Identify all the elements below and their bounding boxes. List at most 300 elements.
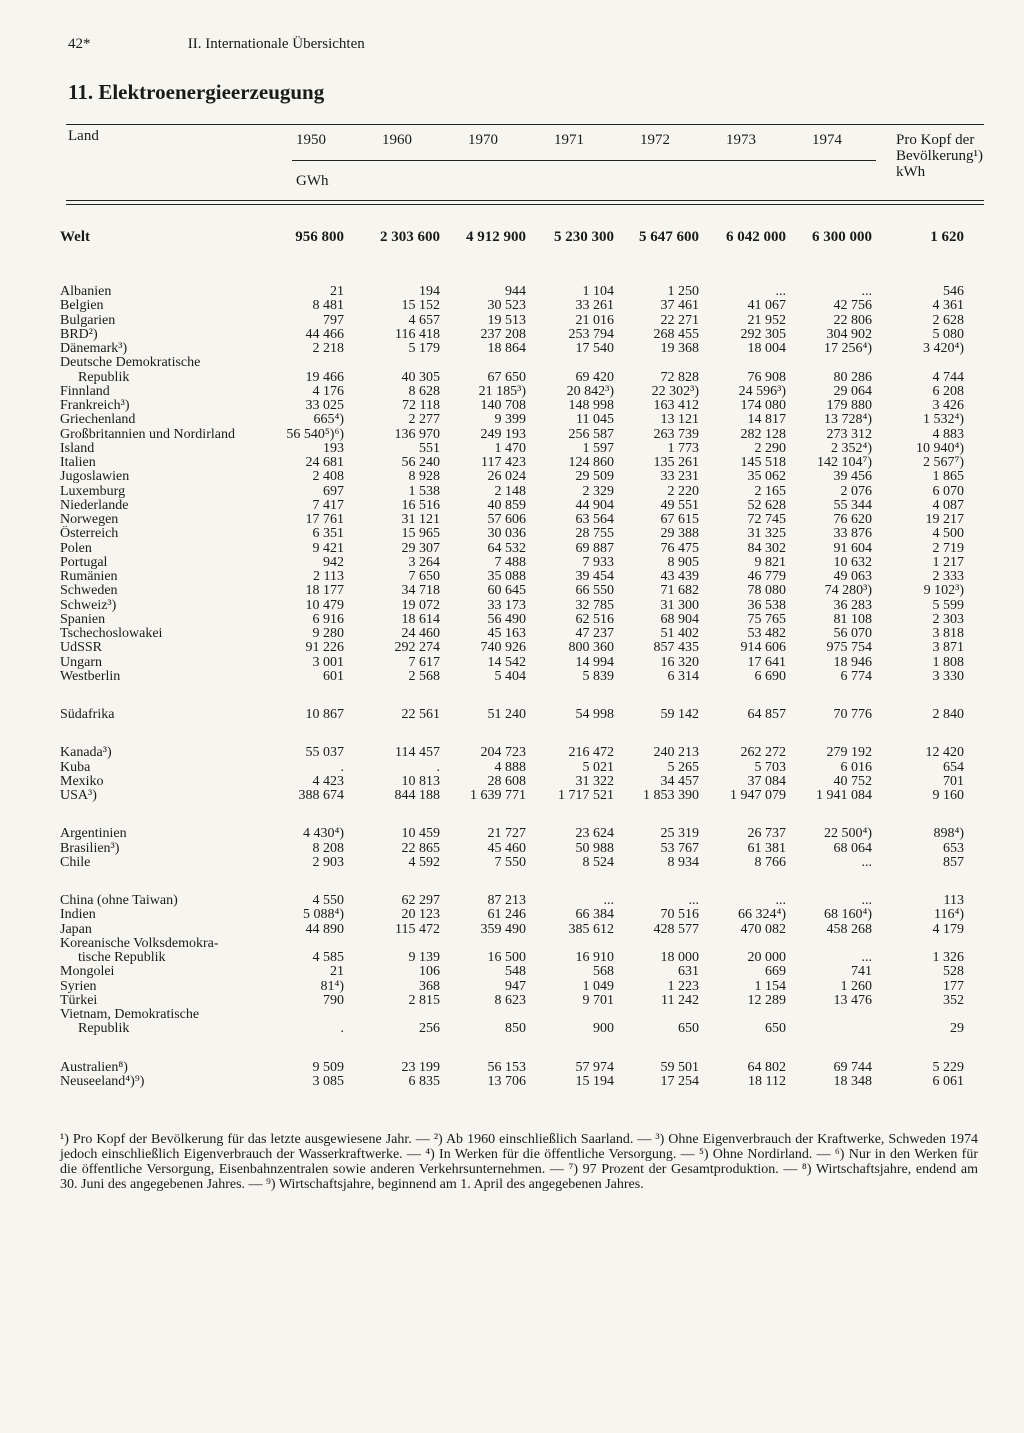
column-header-per-capita: Pro Kopf der Bevölkerung¹) kWh bbox=[896, 132, 983, 180]
per-capita-value: 1 865 bbox=[932, 469, 964, 485]
gwh-value-1960: 368 bbox=[419, 978, 440, 994]
gwh-value-1950: 5 088⁴) bbox=[302, 907, 344, 923]
country-name: tische Republik bbox=[78, 950, 166, 965]
gwh-value-1970: 944 bbox=[505, 284, 526, 299]
gwh-value-1970: 30 523 bbox=[487, 298, 526, 314]
table-row bbox=[0, 569, 1024, 584]
gwh-value-1950: 3 085 bbox=[312, 1073, 344, 1089]
per-capita-value: 653 bbox=[943, 840, 964, 856]
gwh-value-1973: 64 857 bbox=[747, 707, 786, 722]
header-bottom-rule bbox=[66, 200, 984, 201]
gwh-value-1972: 37 461 bbox=[660, 298, 699, 314]
gwh-value-1960: 2 303 600 bbox=[380, 229, 440, 245]
gwh-value-1972: 631 bbox=[678, 964, 699, 980]
gwh-value-1971: 15 194 bbox=[575, 1073, 614, 1089]
per-capita-value: 12 420 bbox=[925, 745, 964, 761]
gwh-value-1960: 40 305 bbox=[401, 369, 440, 385]
table-row bbox=[0, 979, 1024, 994]
gwh-value-1970: 1 639 771 bbox=[470, 788, 526, 803]
gwh-value-1972: 18 000 bbox=[660, 950, 699, 965]
table-row bbox=[0, 327, 1024, 342]
gwh-value-1971: 8 524 bbox=[582, 854, 614, 870]
per-capita-value: 9 102³) bbox=[923, 583, 964, 599]
country-name: Polen bbox=[60, 540, 92, 556]
table-row bbox=[0, 341, 1024, 356]
table-row bbox=[0, 841, 1024, 856]
gwh-value-1960: 72 118 bbox=[402, 398, 440, 413]
gwh-value-1960: 9 139 bbox=[408, 950, 440, 965]
gwh-value-1972: 268 455 bbox=[653, 326, 699, 342]
per-capita-value: 4 883 bbox=[932, 426, 964, 442]
gwh-value-1971: 5 021 bbox=[582, 759, 614, 775]
gwh-value-1970: 67 650 bbox=[487, 369, 526, 385]
gwh-value-1960: 22 561 bbox=[401, 707, 440, 722]
country-name: Frankreich³) bbox=[60, 398, 130, 413]
gwh-value-1950: 19 466 bbox=[305, 369, 344, 385]
gwh-value-1974: 304 902 bbox=[826, 326, 872, 342]
gwh-value-1972: 16 320 bbox=[660, 654, 699, 670]
gwh-value-1950: 21 bbox=[330, 284, 344, 299]
table-row bbox=[0, 230, 1024, 245]
gwh-value-1950: 601 bbox=[323, 668, 344, 684]
country-name: Portugal bbox=[60, 554, 108, 570]
gwh-value-1974: 80 286 bbox=[833, 369, 872, 385]
per-capita-value: 1 620 bbox=[930, 229, 964, 245]
gwh-value-1972: 11 242 bbox=[661, 992, 699, 1008]
gwh-value-1970: 548 bbox=[505, 964, 526, 980]
gwh-value-1971: 28 755 bbox=[575, 526, 614, 542]
gwh-value-1971: 39 454 bbox=[575, 569, 614, 584]
gwh-value-1974: 69 744 bbox=[833, 1059, 872, 1075]
per-capita-value: 5 229 bbox=[932, 1059, 964, 1075]
country-name: Kanada³) bbox=[60, 745, 112, 761]
gwh-value-1973: ... bbox=[775, 284, 786, 299]
country-name: China (ohne Taiwan) bbox=[60, 893, 178, 908]
gwh-value-1950: 55 037 bbox=[305, 745, 344, 761]
per-capita-value: 4 361 bbox=[932, 298, 964, 314]
gwh-value-1973: 9 821 bbox=[754, 554, 786, 570]
gwh-value-1972: 163 412 bbox=[653, 398, 699, 413]
gwh-value-1970: 5 404 bbox=[494, 668, 526, 684]
country-name: Ungarn bbox=[60, 654, 102, 670]
gwh-value-1971: 69 420 bbox=[575, 369, 614, 385]
country-name: Island bbox=[60, 440, 95, 456]
gwh-value-1970: 28 608 bbox=[487, 773, 526, 789]
gwh-value-1950: 17 761 bbox=[305, 512, 344, 527]
gwh-value-1973: 470 082 bbox=[740, 921, 786, 937]
gwh-value-1972: 67 615 bbox=[660, 512, 699, 527]
gwh-value-1973: 76 908 bbox=[747, 369, 786, 385]
gwh-value-1972: 1 250 bbox=[667, 284, 699, 299]
table-row bbox=[0, 398, 1024, 413]
gwh-value-1950: 790 bbox=[323, 992, 344, 1008]
gwh-value-1971: 2 329 bbox=[582, 483, 614, 499]
table-row bbox=[0, 469, 1024, 484]
table-row bbox=[0, 1074, 1024, 1089]
gwh-value-1950: 9 421 bbox=[312, 540, 344, 556]
country-name: Niederlande bbox=[60, 497, 129, 513]
gwh-value-1971: 50 988 bbox=[575, 840, 614, 856]
table-row bbox=[0, 826, 1024, 841]
per-capita-value: 4 087 bbox=[932, 497, 964, 513]
gwh-value-1950: 4 430⁴) bbox=[302, 826, 344, 842]
gwh-value-1950: 56 540⁵)⁶) bbox=[286, 426, 344, 442]
country-name: Republik bbox=[78, 369, 130, 385]
gwh-value-1970: 60 645 bbox=[487, 583, 526, 599]
gwh-value-1972: 1 773 bbox=[667, 440, 699, 456]
gwh-value-1950: 942 bbox=[323, 554, 344, 570]
country-name: Türkei bbox=[60, 992, 98, 1008]
gwh-value-1973: 37 084 bbox=[747, 773, 786, 789]
gwh-value-1970: 4 912 900 bbox=[466, 229, 526, 245]
country-name: Welt bbox=[60, 230, 90, 245]
country-name: USA³) bbox=[60, 788, 97, 803]
gwh-value-1974: ... bbox=[861, 854, 872, 870]
gwh-value-1960: 551 bbox=[419, 440, 440, 456]
gwh-value-1973: 46 779 bbox=[747, 569, 786, 584]
gwh-value-1970: 249 193 bbox=[480, 426, 526, 442]
table-row bbox=[0, 993, 1024, 1008]
gwh-value-1971: 256 587 bbox=[568, 426, 614, 442]
gwh-value-1970: 4 888 bbox=[494, 759, 526, 775]
table-row bbox=[0, 298, 1024, 313]
gwh-value-1960: 7 617 bbox=[408, 654, 440, 670]
gwh-value-1971: 7 933 bbox=[582, 554, 614, 570]
gwh-value-1960: 844 188 bbox=[394, 788, 440, 803]
table-row bbox=[0, 384, 1024, 399]
gwh-value-1970: 8 623 bbox=[494, 992, 526, 1008]
gwh-value-1974: ... bbox=[861, 284, 872, 299]
gwh-value-1971: 31 322 bbox=[575, 773, 614, 789]
gwh-value-1974: 33 876 bbox=[833, 526, 872, 542]
gwh-value-1972: 6 314 bbox=[667, 668, 699, 684]
unit-rule bbox=[292, 160, 876, 161]
column-header-1974: 1974 bbox=[812, 132, 842, 148]
gwh-value-1970: 16 500 bbox=[487, 950, 526, 965]
gwh-value-1974: 40 752 bbox=[833, 773, 872, 789]
gwh-value-1973: 12 289 bbox=[747, 992, 786, 1008]
gwh-value-1974: 70 776 bbox=[833, 707, 872, 722]
country-name: Finnland bbox=[60, 383, 110, 399]
gwh-value-1972: 650 bbox=[678, 1021, 699, 1037]
per-capita-value: 2 628 bbox=[932, 312, 964, 328]
gwh-value-1970: 850 bbox=[505, 1021, 526, 1037]
gwh-value-1973: 21 952 bbox=[747, 312, 786, 328]
gwh-value-1971: 11 045 bbox=[576, 412, 614, 428]
gwh-value-1970: 64 532 bbox=[487, 540, 526, 556]
gwh-value-1974: 1 260 bbox=[840, 978, 872, 994]
gwh-value-1950: 665⁴) bbox=[313, 412, 344, 428]
gwh-value-1970: 947 bbox=[505, 978, 526, 994]
gwh-value-1971: 1 104 bbox=[582, 284, 614, 299]
gwh-value-1970: 117 423 bbox=[481, 455, 526, 470]
gwh-value-1973: 1 947 079 bbox=[730, 788, 786, 803]
table-row bbox=[0, 774, 1024, 789]
header-bottom-rule-2 bbox=[66, 204, 984, 205]
gwh-value-1970: 56 153 bbox=[487, 1059, 526, 1075]
gwh-value-1973: 6 042 000 bbox=[726, 229, 786, 245]
gwh-value-1974: 10 632 bbox=[833, 554, 872, 570]
gwh-value-1960: 1 538 bbox=[408, 483, 440, 499]
country-name: Albanien bbox=[60, 284, 112, 299]
gwh-value-1972: 76 475 bbox=[660, 540, 699, 556]
column-header-1971: 1971 bbox=[554, 132, 584, 148]
gwh-value-1960: . bbox=[436, 759, 440, 775]
table-row bbox=[0, 907, 1024, 922]
gwh-value-1950: 6 916 bbox=[312, 611, 344, 627]
gwh-value-1974: 18 348 bbox=[833, 1073, 872, 1089]
per-capita-value: 898⁴) bbox=[933, 826, 964, 842]
gwh-value-1972: 22 271 bbox=[660, 312, 699, 328]
table-row bbox=[0, 441, 1024, 456]
gwh-value-1950: 9 280 bbox=[312, 626, 344, 641]
gwh-value-1971: 124 860 bbox=[568, 455, 614, 470]
table-row bbox=[0, 598, 1024, 613]
gwh-value-1972: 8 905 bbox=[667, 554, 699, 570]
per-capita-value: 5 599 bbox=[932, 597, 964, 613]
gwh-value-1971: 568 bbox=[593, 964, 614, 980]
gwh-value-1972: 5 647 600 bbox=[639, 229, 699, 245]
country-name: Südafrika bbox=[60, 707, 115, 722]
gwh-value-1970: 7 488 bbox=[494, 554, 526, 570]
gwh-value-1974: 6 016 bbox=[840, 759, 872, 775]
gwh-value-1972: 17 254 bbox=[660, 1073, 699, 1089]
gwh-value-1973: 41 067 bbox=[747, 298, 786, 314]
gwh-value-1960: 292 274 bbox=[394, 640, 440, 656]
gwh-value-1973: 145 518 bbox=[740, 455, 786, 470]
table-row bbox=[0, 455, 1024, 470]
country-name: Neuseeland⁴)⁹) bbox=[60, 1073, 145, 1089]
per-capita-value: 6 061 bbox=[932, 1073, 964, 1089]
table-row bbox=[0, 760, 1024, 775]
gwh-value-1960: 114 457 bbox=[395, 745, 440, 761]
gwh-value-1972: 857 435 bbox=[653, 640, 699, 656]
table-row bbox=[0, 950, 1024, 965]
gwh-value-1974: 975 754 bbox=[826, 640, 872, 656]
gwh-value-1974: 36 283 bbox=[833, 597, 872, 613]
per-capita-value: 4 744 bbox=[932, 369, 964, 385]
per-capita-value: 654 bbox=[943, 759, 964, 775]
gwh-value-1974: 22 806 bbox=[833, 312, 872, 328]
country-name: Schweden bbox=[60, 583, 118, 599]
gwh-value-1970: 87 213 bbox=[487, 893, 526, 908]
gwh-value-1973: 14 817 bbox=[747, 412, 786, 428]
gwh-value-1960: 20 123 bbox=[401, 907, 440, 923]
gwh-value-1950: 24 681 bbox=[305, 455, 344, 470]
gwh-value-1974: 142 104⁷) bbox=[816, 455, 872, 470]
country-name: Belgien bbox=[60, 298, 104, 314]
gwh-value-1971: 66 550 bbox=[575, 583, 614, 599]
gwh-value-1970: 9 399 bbox=[494, 412, 526, 428]
table-row bbox=[0, 555, 1024, 570]
gwh-value-1960: 56 240 bbox=[401, 455, 440, 470]
gwh-value-1960: 24 460 bbox=[401, 626, 440, 641]
table-row bbox=[0, 284, 1024, 299]
per-capita-value: 1 326 bbox=[932, 950, 964, 965]
table-row bbox=[0, 655, 1024, 670]
gwh-value-1972: 13 121 bbox=[660, 412, 699, 428]
country-name: Jugoslawien bbox=[60, 469, 130, 485]
per-capita-value: 3 420⁴) bbox=[922, 341, 964, 356]
gwh-value-1950: 81⁴) bbox=[320, 978, 344, 994]
gwh-value-1960: 4 592 bbox=[408, 854, 440, 870]
per-capita-value: 4 500 bbox=[932, 526, 964, 542]
country-name: UdSSR bbox=[60, 640, 103, 656]
gwh-value-1972: 51 402 bbox=[660, 626, 699, 641]
gwh-value-1970: 45 460 bbox=[487, 840, 526, 856]
country-name: Rumänien bbox=[60, 569, 118, 584]
gwh-value-1971: 21 016 bbox=[575, 312, 614, 328]
table-row bbox=[0, 1021, 1024, 1036]
gwh-value-1973: 1 154 bbox=[754, 978, 786, 994]
country-name: Schweiz³) bbox=[60, 597, 117, 613]
gwh-value-1974: 13 728⁴) bbox=[823, 412, 872, 428]
table-row bbox=[0, 313, 1024, 328]
country-name: Indien bbox=[60, 907, 96, 923]
gwh-value-1950: 9 509 bbox=[312, 1059, 344, 1075]
gwh-value-1971: 216 472 bbox=[568, 745, 614, 761]
gwh-value-1960: 8 628 bbox=[408, 383, 440, 399]
gwh-value-1973: 174 080 bbox=[740, 398, 786, 413]
gwh-value-1974: 741 bbox=[851, 964, 872, 980]
gwh-value-1970: 18 864 bbox=[487, 341, 526, 356]
country-name: Syrien bbox=[60, 978, 97, 994]
gwh-value-1950: 7 417 bbox=[312, 497, 344, 513]
gwh-value-1971: 57 974 bbox=[575, 1059, 614, 1075]
gwh-value-1972: 25 319 bbox=[660, 826, 699, 842]
per-capita-value: 1 808 bbox=[932, 654, 964, 670]
gwh-value-1974: 17 256⁴) bbox=[823, 341, 872, 356]
gwh-value-1972: 49 551 bbox=[660, 497, 699, 513]
gwh-value-1971: 900 bbox=[593, 1021, 614, 1037]
per-capita-value: 5 080 bbox=[932, 326, 964, 342]
per-capita-value: 116⁴) bbox=[933, 907, 964, 923]
gwh-value-1972: 29 388 bbox=[660, 526, 699, 542]
gwh-value-1972: 1 223 bbox=[667, 978, 699, 994]
table-row bbox=[0, 512, 1024, 527]
gwh-value-1950: 6 351 bbox=[312, 526, 344, 542]
gwh-value-1971: 54 998 bbox=[575, 707, 614, 722]
gwh-value-1950: 8 208 bbox=[312, 840, 344, 856]
gwh-value-1960: 256 bbox=[419, 1021, 440, 1037]
table-row bbox=[0, 964, 1024, 979]
table-top-rule bbox=[66, 124, 984, 125]
gwh-value-1973: 52 628 bbox=[747, 497, 786, 513]
gwh-value-1972: 33 231 bbox=[660, 469, 699, 485]
gwh-value-1972: 263 739 bbox=[653, 426, 699, 442]
per-capita-value: 9 160 bbox=[932, 788, 964, 803]
gwh-value-1960: 10 813 bbox=[401, 773, 440, 789]
per-capita-value: 4 179 bbox=[932, 921, 964, 937]
gwh-value-1971: 69 887 bbox=[575, 540, 614, 556]
gwh-value-1950: 193 bbox=[323, 440, 344, 456]
gwh-value-1972: 70 516 bbox=[660, 907, 699, 923]
country-name: Japan bbox=[60, 921, 92, 937]
gwh-value-1970: 30 036 bbox=[487, 526, 526, 542]
gwh-value-1960: 18 614 bbox=[401, 611, 440, 627]
gwh-value-1960: 3 264 bbox=[408, 554, 440, 570]
gwh-value-1960: 22 865 bbox=[401, 840, 440, 856]
per-capita-value: 701 bbox=[943, 773, 964, 789]
gwh-value-1974: 39 456 bbox=[833, 469, 872, 485]
gwh-value-1971: 33 261 bbox=[575, 298, 614, 314]
gwh-value-1973: 53 482 bbox=[747, 626, 786, 641]
gwh-value-1970: 1 470 bbox=[494, 440, 526, 456]
gwh-value-1971: 5 230 300 bbox=[554, 229, 614, 245]
gwh-value-1973: 75 765 bbox=[747, 611, 786, 627]
gwh-value-1974: 42 756 bbox=[833, 298, 872, 314]
gwh-value-1950: 4 176 bbox=[312, 383, 344, 399]
country-name: Großbritannien und Nordirland bbox=[60, 426, 235, 442]
per-capita-value: 113 bbox=[943, 893, 964, 908]
per-capita-value: 19 217 bbox=[925, 512, 964, 527]
country-name: Mongolei bbox=[60, 964, 115, 980]
gwh-value-1974: 74 280³) bbox=[824, 583, 872, 599]
country-name: Kuba bbox=[60, 759, 91, 775]
gwh-value-1950: 2 218 bbox=[312, 341, 344, 356]
per-capita-value: 3 818 bbox=[932, 626, 964, 641]
gwh-value-1971: 148 998 bbox=[568, 398, 614, 413]
running-header bbox=[68, 36, 978, 53]
gwh-value-1950: 2 408 bbox=[312, 469, 344, 485]
gwh-value-1973: 84 302 bbox=[747, 540, 786, 556]
gwh-value-1970: 56 490 bbox=[487, 611, 526, 627]
gwh-value-1960: 106 bbox=[419, 964, 440, 980]
gwh-value-1972: 59 501 bbox=[660, 1059, 699, 1075]
country-name: Vietnam, Demokratische bbox=[60, 1007, 200, 1022]
table-row bbox=[0, 498, 1024, 513]
gwh-value-1950: 10 867 bbox=[305, 707, 344, 722]
gwh-value-1970: 237 208 bbox=[480, 326, 526, 342]
gwh-value-1971: 17 540 bbox=[575, 341, 614, 356]
gwh-value-1974: 458 268 bbox=[826, 921, 872, 937]
gwh-value-1950: 33 025 bbox=[305, 398, 344, 413]
country-name: Bulgarien bbox=[60, 312, 116, 328]
gwh-value-1960: 194 bbox=[419, 284, 440, 299]
gwh-value-1973: 2 290 bbox=[754, 440, 786, 456]
gwh-value-1973: ... bbox=[775, 893, 786, 908]
gwh-value-1950: 44 890 bbox=[305, 921, 344, 937]
table-row bbox=[0, 1060, 1024, 1075]
gwh-value-1950: 4 585 bbox=[312, 950, 344, 965]
page-title: 11. Elektroenergieerzeugung bbox=[68, 80, 325, 104]
gwh-value-1970: 61 246 bbox=[487, 907, 526, 923]
per-capita-value: 3 330 bbox=[932, 668, 964, 684]
gwh-value-1960: 15 965 bbox=[401, 526, 440, 542]
gwh-value-1972: 19 368 bbox=[660, 341, 699, 356]
gwh-value-1974: 29 064 bbox=[833, 383, 872, 399]
gwh-value-1973: 35 062 bbox=[747, 469, 786, 485]
gwh-value-1970: 26 024 bbox=[487, 469, 526, 485]
gwh-value-1960: 136 970 bbox=[394, 426, 440, 442]
gwh-value-1974: 273 312 bbox=[826, 426, 872, 442]
gwh-value-1974: ... bbox=[861, 950, 872, 965]
gwh-value-1960: 6 835 bbox=[408, 1073, 440, 1089]
country-name: Mexiko bbox=[60, 773, 104, 789]
gwh-value-1960: 2 815 bbox=[408, 992, 440, 1008]
gwh-value-1974: 1 941 084 bbox=[816, 788, 872, 803]
gwh-value-1971: 47 237 bbox=[575, 626, 614, 641]
country-name: Westberlin bbox=[60, 668, 121, 684]
gwh-value-1973: 18 004 bbox=[747, 341, 786, 356]
gwh-value-1970: 359 490 bbox=[480, 921, 526, 937]
footnotes: ¹) Pro Kopf der Bevölkerung für das letzte ausgewiesene Jahr. — ²) Ab 1960 einschließlich Saarland. — ³) Ohne Eigenverbrauch der Kraftwerke, Schweden 1974 jedoch einschließlich Eigenverbrauch der Wasserkraftwerke. — ⁴) In Werken für die öffentliche Versorgung. — ⁵) Ohne Nordirland. — ⁶) Nur in den Werken für die öffentliche Versorgung, Eisenbahnzentralen sowie anderen Verkehrsunternehmen. — ⁷) 97 Prozent der Gesamtproduktion. — ⁸) Wirtschaftsjahre, endend am 30. Juni des angegebenen Jahres. — ⁹) Wirtschaftsjahre, beginnend am 1. April des angegebenen Jahres. bbox=[60, 1132, 978, 1192]
gwh-value-1960: 2 568 bbox=[408, 668, 440, 684]
gwh-value-1960: 31 121 bbox=[401, 512, 440, 527]
per-capita-value: 2 567⁷) bbox=[922, 455, 964, 470]
gwh-value-1972: 43 439 bbox=[660, 569, 699, 584]
column-header-1972: 1972 bbox=[640, 132, 670, 148]
